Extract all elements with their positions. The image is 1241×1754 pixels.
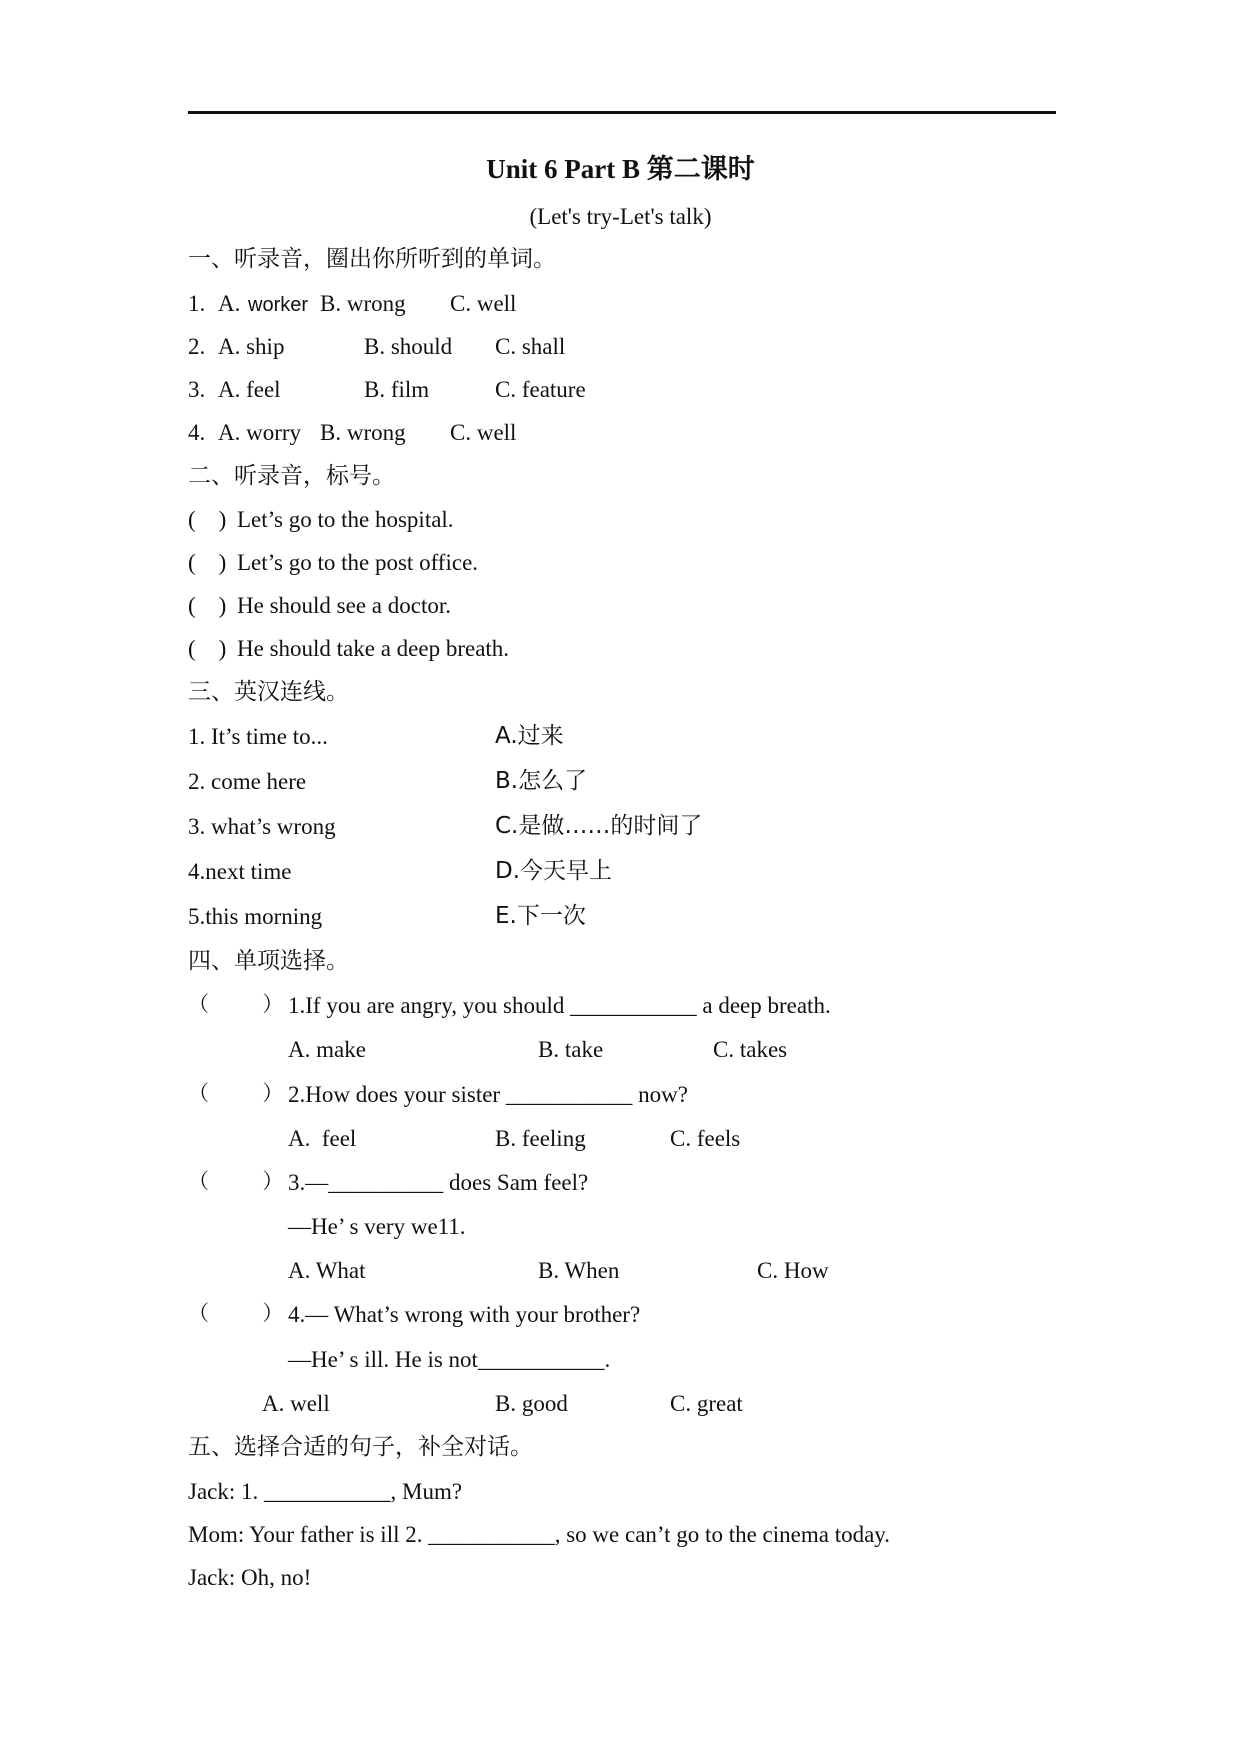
s4-q2-option-b: B. feeling — [495, 1126, 586, 1151]
s1-item3-num: 3. — [188, 377, 206, 402]
s2-item3-bracket: ( ) — [188, 593, 227, 618]
s5-dialogue-line-2: Mom: Your father is ill 2. ___________, so we can’t go to the cinema today. — [188, 1522, 891, 1547]
s5-dialogue-line-1: Jack: 1. ___________, Mum? — [188, 1479, 463, 1504]
s1-item3-option-b: B. film — [364, 377, 430, 402]
s5-dialogue-line-3: Jack: Oh, no! — [188, 1565, 312, 1590]
s4-q3-bracket: （ ） — [188, 1169, 284, 1193]
s2-item4-text: He should take a deep breath. — [237, 636, 510, 661]
s3-right-3: C.是做……的时间了 — [495, 813, 703, 839]
s1-item3-option-c: C. feature — [495, 377, 586, 402]
s1-item3-option-a: A. feel — [218, 377, 281, 402]
s4-q3-option-b: B. When — [538, 1258, 620, 1283]
s3-left-1: 1. It’s time to... — [188, 724, 328, 749]
s1-item4-option-b: B. wrong — [320, 420, 406, 445]
s4-q1-option-c: C. takes — [713, 1037, 788, 1062]
s3-right-5: E.下一次 — [495, 903, 586, 929]
header-rule — [188, 111, 1056, 114]
s4-q3-option-a: A. What — [288, 1258, 366, 1283]
s4-q4-answer-line: —He’ s ill. He is not___________. — [288, 1347, 611, 1372]
s4-q4-stem: 4.— What’s wrong with your brother? — [288, 1302, 641, 1327]
s4-q3-answer-line: —He’ s very we11. — [288, 1214, 466, 1239]
s4-q1-option-b: B. take — [538, 1037, 604, 1062]
s2-item2-text: Let’s go to the post office. — [237, 550, 479, 575]
s1-item2-num: 2. — [188, 334, 206, 359]
section5-heading: 五、选择合适的句子，补全对话。 — [188, 1434, 533, 1460]
s1-item4-option-a: A. worry — [218, 420, 302, 445]
s2-item1-bracket: ( ) — [188, 507, 227, 532]
s3-right-1: A.过来 — [495, 723, 564, 749]
s3-left-3: 3. what’s wrong — [188, 814, 336, 839]
s3-left-2: 2. come here — [188, 769, 307, 794]
s2-item2-bracket: ( ) — [188, 550, 227, 575]
s2-item4-bracket: ( ) — [188, 636, 227, 661]
s1-item2-option-a: A. ship — [218, 334, 285, 359]
s4-q2-bracket: （ ） — [188, 1081, 284, 1105]
s4-q1-option-a: A. make — [288, 1037, 366, 1062]
s1-item1-num: 1. — [188, 291, 206, 316]
s1-item4-num: 4. — [188, 420, 206, 445]
s3-left-4: 4.next time — [188, 859, 292, 884]
s3-right-2: B.怎么了 — [495, 768, 588, 794]
s1-item2-option-c: C. shall — [495, 334, 566, 359]
section2-heading: 二、听录音，标号。 — [188, 463, 395, 489]
s4-q2-option-c: C. feels — [670, 1126, 741, 1151]
s4-q2-option-a: A. feel — [288, 1126, 357, 1151]
s4-q2-stem: 2.How does your sister ___________ now? — [288, 1082, 688, 1107]
s1-item1-option-a-label: A. — [218, 291, 241, 316]
s2-item3-text: He should see a doctor. — [237, 593, 451, 618]
s4-q3-stem: 3.—__________ does Sam feel? — [288, 1170, 589, 1195]
s1-item1-option-c: C. well — [450, 291, 517, 316]
s4-q4-bracket: （ ） — [188, 1301, 284, 1325]
s3-right-4: D.今天早上 — [495, 858, 613, 884]
section1-heading: 一、听录音，圈出你所听到的单词。 — [188, 246, 556, 272]
s1-item4-option-c: C. well — [450, 420, 517, 445]
page-title: Unit 6 Part B 第二课时 — [486, 154, 755, 184]
s1-item2-option-b: B. should — [364, 334, 453, 359]
s4-q3-option-c: C. How — [757, 1258, 829, 1283]
section4-heading: 四、单项选择。 — [188, 948, 349, 974]
section3-heading: 三、英汉连线。 — [188, 679, 349, 705]
page-subtitle: (Let's try-Let's talk) — [529, 204, 712, 229]
s1-item1-option-b: B. wrong — [320, 291, 406, 316]
s4-q1-bracket: （ ） — [188, 992, 284, 1016]
s4-q4-option-b: B. good — [495, 1391, 568, 1416]
s4-q4-option-a: A. well — [262, 1391, 330, 1416]
s4-q4-option-c: C. great — [670, 1391, 743, 1416]
s3-left-5: 5.this morning — [188, 904, 323, 929]
s2-item1-text: Let’s go to the hospital. — [237, 507, 454, 532]
s1-item1-option-a-word: worker — [248, 294, 309, 316]
s4-q1-stem: 1.If you are angry, you should ___________ a deep breath. — [288, 993, 831, 1018]
